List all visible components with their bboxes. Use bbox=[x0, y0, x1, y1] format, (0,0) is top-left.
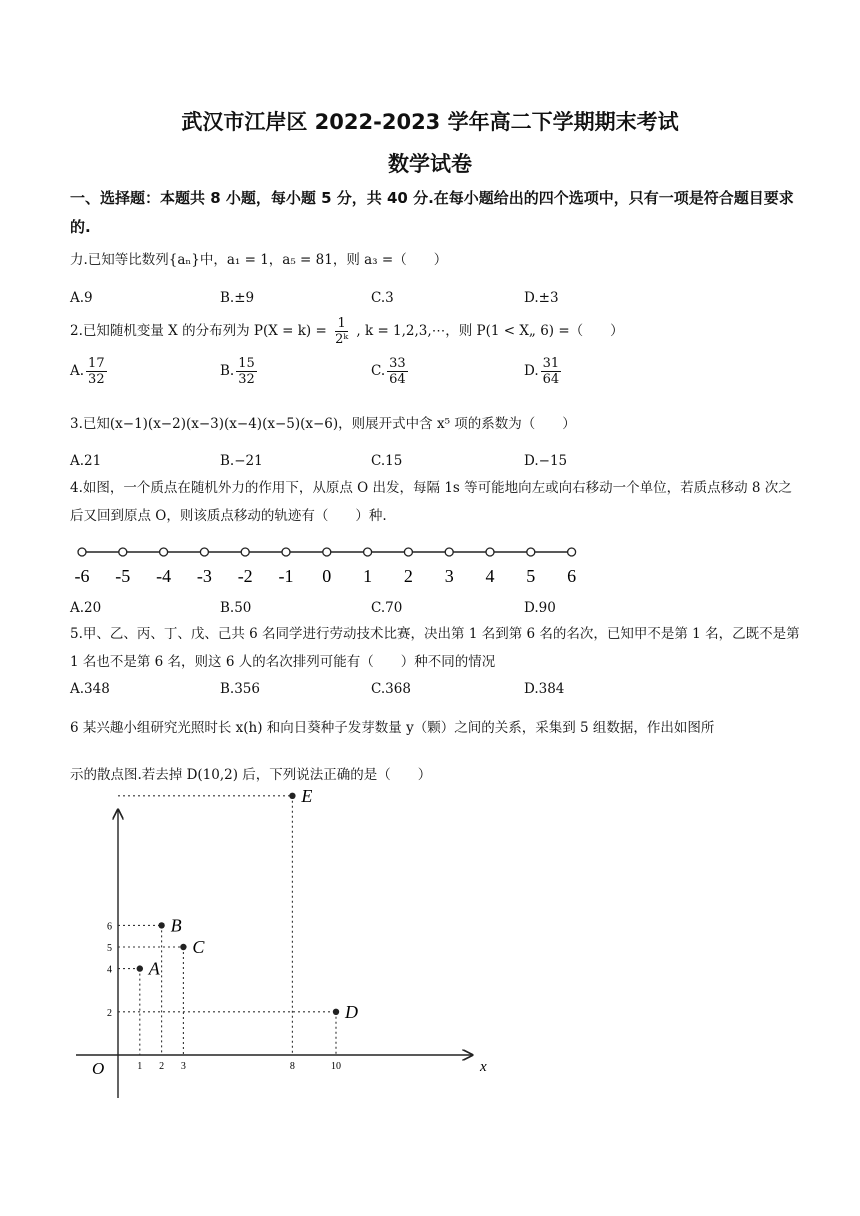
data-point-a bbox=[137, 965, 143, 971]
number-line-point bbox=[200, 548, 208, 556]
q1-option-b: B.±9 bbox=[220, 290, 255, 306]
q3-option-b: B.−21 bbox=[220, 453, 263, 469]
question-1-stem: 力.已知等比数列{aₙ}中，a₁ = 1，a₅ = 81，则 a₃ =（ ） bbox=[70, 252, 448, 268]
q2-option-d bbox=[524, 356, 563, 387]
q5-option-a: A.348 bbox=[70, 681, 110, 697]
section-heading: 一、选择题：本题共 8 小题，每小题 5 分，共 40 分.在每小题给出的四个选项中，只有一项是符合题目要求的. bbox=[70, 189, 794, 236]
number-line-point bbox=[568, 548, 576, 556]
question-4-stem: 4.如图，一个质点在随机外力的作用下，从原点 O 出发，每隔 1s 等可能地向左或向右移动一个单位，若质点移动 8 次之后又回到原点 O，则该质点移动的轨迹有（ ）种. bbox=[70, 480, 792, 524]
point-label: E bbox=[301, 785, 313, 806]
q2-option-c-num: 33 bbox=[389, 356, 406, 371]
number-line-label: 6 bbox=[567, 566, 577, 586]
q2-stem-suffix: , k = 1,2,3,⋯，则 P(1 < X„ 6) =（ ） bbox=[356, 323, 624, 339]
page-title: 武汉市江岸区 2022-2023 学年高二下学期期末考试 bbox=[181, 110, 679, 134]
q2-option-a-label: A. bbox=[70, 363, 85, 379]
q2-option-a-num: 17 bbox=[88, 356, 105, 371]
x-tick-label: 2 bbox=[159, 1061, 165, 1072]
point-label: A bbox=[148, 958, 160, 979]
origin-label: O bbox=[92, 1059, 105, 1078]
y-tick-label: 5 bbox=[107, 943, 112, 954]
q1-option-a: A.9 bbox=[70, 290, 93, 306]
data-point-e bbox=[289, 793, 295, 799]
q5-option-c: C.368 bbox=[371, 681, 411, 697]
number-line-point bbox=[160, 548, 168, 556]
q2-frac-denominator: 2ᵏ bbox=[335, 332, 349, 347]
q2-stem-prefix: 2.已知随机变量 X 的分布列为 P(X = k) = bbox=[70, 323, 327, 339]
number-line-point bbox=[119, 548, 127, 556]
number-line bbox=[70, 540, 590, 590]
number-line-marks bbox=[75, 548, 577, 586]
q2-option-a-fraction bbox=[86, 356, 107, 387]
number-line-label: -3 bbox=[196, 566, 212, 586]
q2-frac-numerator: 1 bbox=[337, 316, 346, 331]
number-line-point bbox=[241, 548, 249, 556]
q2-option-b-num: 15 bbox=[238, 356, 255, 371]
q2-option-b bbox=[220, 356, 259, 387]
question-5-stem: 5.甲、乙、丙、丁、戊、己共 6 名同学进行劳动技术比赛，决出第 1 名到第 6 名的名次，已知甲不是第 1 名，乙既不是第 1 名也不是第 6 名，则这 6 人的名次排列可能有（ ）种不同的情况 bbox=[70, 626, 800, 670]
q2-option-c bbox=[371, 356, 410, 387]
q2-option-c-fraction bbox=[387, 356, 408, 387]
q2-option-c-label: C. bbox=[371, 363, 386, 379]
q2-option-d-label: D. bbox=[524, 363, 539, 379]
q4-option-d: D.90 bbox=[524, 600, 556, 616]
number-line-label: -5 bbox=[115, 566, 131, 586]
number-line-label: 2 bbox=[403, 566, 413, 586]
number-line-point bbox=[323, 548, 331, 556]
q2-option-a-den: 32 bbox=[88, 372, 105, 387]
x-axis-label: x bbox=[480, 1059, 487, 1075]
number-line-label: 4 bbox=[485, 566, 495, 586]
q3-option-c: C.15 bbox=[371, 453, 403, 469]
number-line-point bbox=[78, 548, 86, 556]
y-tick-label: 2 bbox=[107, 1007, 112, 1019]
q4-option-a: A.20 bbox=[70, 600, 102, 616]
y-tick-label: 6 bbox=[107, 921, 112, 933]
chart-guides bbox=[118, 796, 336, 1055]
q1-option-c: C.3 bbox=[371, 290, 394, 306]
point-label: B bbox=[170, 915, 182, 936]
q1-option-d: D.±3 bbox=[524, 290, 559, 306]
q2-option-d-fraction bbox=[541, 356, 562, 387]
q2-option-b-fraction bbox=[236, 356, 257, 387]
number-line-point bbox=[527, 548, 535, 556]
question-6-stem-line1: 6 某兴趣小组研究光照时长 x(h) 和向日葵种子发芽数量 y（颗）之间的关系，采集到 5 组数据，作出如图所 bbox=[70, 720, 715, 736]
q2-option-b-label: B. bbox=[220, 363, 235, 379]
data-point-b bbox=[158, 922, 164, 928]
q3-option-a: A.21 bbox=[70, 453, 102, 469]
number-line-label: -4 bbox=[156, 566, 172, 586]
point-label: D bbox=[345, 1001, 358, 1022]
x-tick-label: 10 bbox=[331, 1061, 341, 1072]
number-line-point bbox=[282, 548, 290, 556]
number-line-point bbox=[364, 548, 372, 556]
number-line-point bbox=[404, 548, 412, 556]
x-tick-label: 8 bbox=[289, 1061, 295, 1072]
question-3-stem: 3.已知(x−1)(x−2)(x−3)(x−4)(x−5)(x−6)，则展开式中含 x⁵ 项的系数为（ ） bbox=[70, 416, 576, 432]
q2-option-a bbox=[70, 356, 109, 387]
q4-option-b: B.50 bbox=[220, 600, 252, 616]
number-line-label: -6 bbox=[74, 566, 90, 586]
scatter-chart bbox=[70, 785, 510, 1110]
chart-ticks bbox=[107, 921, 341, 1072]
q4-option-c: C.70 bbox=[371, 600, 403, 616]
point-label: C bbox=[192, 937, 205, 957]
data-point-d bbox=[333, 1009, 339, 1015]
q2-option-d-num: 31 bbox=[542, 356, 560, 371]
chart-points bbox=[137, 786, 358, 1022]
number-line-point bbox=[445, 548, 453, 556]
number-line-label: -1 bbox=[278, 566, 294, 586]
q2-option-d-den: 64 bbox=[542, 372, 560, 387]
q5-option-d: D.384 bbox=[524, 681, 565, 697]
q2-option-c-den: 64 bbox=[389, 372, 406, 387]
x-tick-label: 1 bbox=[137, 1061, 143, 1072]
number-line-label: -2 bbox=[237, 566, 253, 586]
number-line-point bbox=[486, 548, 494, 556]
question-2-stem bbox=[70, 316, 800, 347]
number-line-label: 5 bbox=[526, 566, 536, 586]
q5-option-b: B.356 bbox=[220, 681, 260, 697]
q3-option-d: D.−15 bbox=[524, 453, 568, 469]
q2-option-b-den: 32 bbox=[238, 372, 255, 387]
data-point-c bbox=[180, 944, 186, 950]
number-line-label: 1 bbox=[363, 566, 373, 586]
page-subtitle: 数学试卷 bbox=[388, 152, 472, 176]
number-line-label: 3 bbox=[444, 566, 454, 586]
number-line-label: 0 bbox=[322, 566, 332, 586]
x-tick-label: 3 bbox=[180, 1061, 186, 1072]
question-6-stem-line2: 示的散点图.若去掉 D(10,2) 后，下列说法正确的是（ ） bbox=[70, 767, 432, 783]
q2-fraction bbox=[333, 316, 350, 347]
y-tick-label: 4 bbox=[107, 964, 112, 976]
